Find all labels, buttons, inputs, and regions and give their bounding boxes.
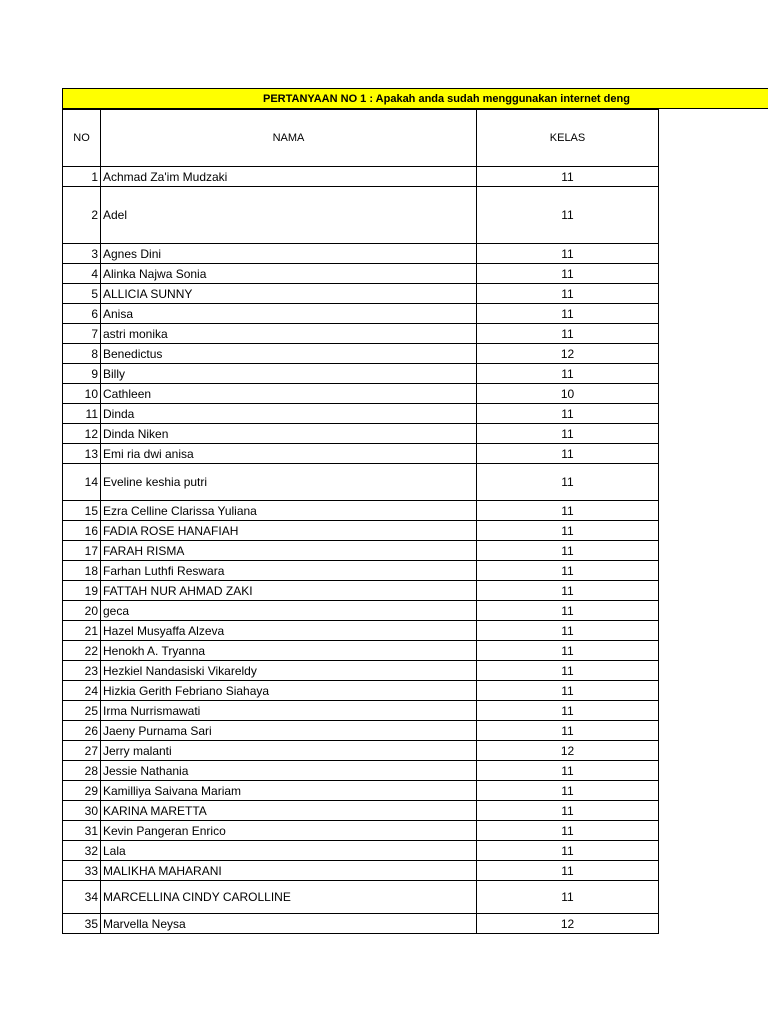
row-no-cell: 24 — [63, 681, 101, 701]
row-kelas-cell: 11 — [477, 264, 659, 284]
table-row — [63, 464, 659, 501]
row-nama-cell: Hezkiel Nandasiski Vikareldy — [101, 661, 477, 681]
row-nama-cell: Irma Nurrismawati — [101, 701, 477, 721]
row-no-cell: 6 — [63, 304, 101, 324]
row-no-cell: 20 — [63, 601, 101, 621]
table-row — [63, 661, 659, 681]
row-kelas-cell: 11 — [477, 601, 659, 621]
row-kelas-cell: 11 — [477, 364, 659, 384]
row-no-cell: 28 — [63, 761, 101, 781]
row-nama-cell: FARAH RISMA — [101, 541, 477, 561]
row-kelas-cell: 11 — [477, 821, 659, 841]
row-no-cell: 15 — [63, 501, 101, 521]
row-kelas-cell: 11 — [477, 167, 659, 187]
table-row — [63, 681, 659, 701]
row-no-cell: 29 — [63, 781, 101, 801]
table-row — [63, 761, 659, 781]
table-row — [63, 167, 659, 187]
row-nama-cell: Emi ria dwi anisa — [101, 444, 477, 464]
table-row — [63, 541, 659, 561]
row-no-cell: 25 — [63, 701, 101, 721]
row-nama-cell: Ezra Celline Clarissa Yuliana — [101, 501, 477, 521]
row-kelas-cell: 11 — [477, 444, 659, 464]
row-kelas-cell: 11 — [477, 324, 659, 344]
table-row — [63, 641, 659, 661]
row-kelas-cell: 11 — [477, 661, 659, 681]
table-row — [63, 801, 659, 821]
table-row — [63, 187, 659, 244]
header-kelas: KELAS — [477, 110, 659, 167]
row-no-cell: 17 — [63, 541, 101, 561]
table-row — [63, 881, 659, 914]
table-row — [63, 701, 659, 721]
row-no-cell: 1 — [63, 167, 101, 187]
row-nama-cell: Benedictus — [101, 344, 477, 364]
row-no-cell: 31 — [63, 821, 101, 841]
row-no-cell: 13 — [63, 444, 101, 464]
table-row — [63, 821, 659, 841]
row-kelas-cell: 11 — [477, 561, 659, 581]
row-nama-cell: Henokh A. Tryanna — [101, 641, 477, 661]
row-nama-cell: astri monika — [101, 324, 477, 344]
row-nama-cell: Dinda — [101, 404, 477, 424]
row-nama-cell: Cathleen — [101, 384, 477, 404]
row-nama-cell: Agnes Dini — [101, 244, 477, 264]
row-no-cell: 30 — [63, 801, 101, 821]
row-no-cell: 5 — [63, 284, 101, 304]
header-no: NO — [63, 110, 101, 167]
row-no-cell: 3 — [63, 244, 101, 264]
table-row — [63, 284, 659, 304]
row-nama-cell: ALLICIA SUNNY — [101, 284, 477, 304]
row-kelas-cell: 12 — [477, 741, 659, 761]
table-row — [63, 324, 659, 344]
table-row — [63, 384, 659, 404]
row-nama-cell: Alinka Najwa Sonia — [101, 264, 477, 284]
header-row — [63, 110, 659, 167]
table-row — [63, 244, 659, 264]
table-row — [63, 721, 659, 741]
row-no-cell: 35 — [63, 914, 101, 934]
row-nama-cell: Billy — [101, 364, 477, 384]
row-no-cell: 11 — [63, 404, 101, 424]
table-row — [63, 861, 659, 881]
row-no-cell: 14 — [63, 464, 101, 501]
row-nama-cell: Eveline keshia putri — [101, 464, 477, 501]
row-no-cell: 32 — [63, 841, 101, 861]
table-row — [63, 841, 659, 861]
row-nama-cell: KARINA MARETTA — [101, 801, 477, 821]
row-kelas-cell: 11 — [477, 721, 659, 741]
row-no-cell: 21 — [63, 621, 101, 641]
row-kelas-cell: 11 — [477, 244, 659, 264]
row-nama-cell: MALIKHA MAHARANI — [101, 861, 477, 881]
row-kelas-cell: 11 — [477, 424, 659, 444]
student-table — [62, 109, 659, 934]
row-nama-cell: Kamilliya Saivana Mariam — [101, 781, 477, 801]
row-kelas-cell: 11 — [477, 701, 659, 721]
table-row — [63, 601, 659, 621]
question-title: PERTANYAAN NO 1 : Apakah anda sudah menggunakan internet deng — [62, 88, 768, 109]
table-row — [63, 521, 659, 541]
table-row — [63, 741, 659, 761]
row-no-cell: 19 — [63, 581, 101, 601]
row-nama-cell: FATTAH NUR AHMAD ZAKI — [101, 581, 477, 601]
table-row — [63, 404, 659, 424]
row-kelas-cell: 12 — [477, 914, 659, 934]
row-nama-cell: Jessie Nathania — [101, 761, 477, 781]
row-kelas-cell: 11 — [477, 541, 659, 561]
row-kelas-cell: 11 — [477, 521, 659, 541]
row-nama-cell: MARCELLINA CINDY CAROLLINE — [101, 881, 477, 914]
row-kelas-cell: 12 — [477, 344, 659, 364]
table-row — [63, 344, 659, 364]
row-nama-cell: Adel — [101, 187, 477, 244]
table-row — [63, 444, 659, 464]
row-no-cell: 8 — [63, 344, 101, 364]
row-no-cell: 34 — [63, 881, 101, 914]
row-no-cell: 26 — [63, 721, 101, 741]
row-nama-cell: Hazel Musyaffa Alzeva — [101, 621, 477, 641]
row-kelas-cell: 10 — [477, 384, 659, 404]
row-no-cell: 9 — [63, 364, 101, 384]
row-kelas-cell: 11 — [477, 801, 659, 821]
table-row — [63, 501, 659, 521]
row-nama-cell: Dinda Niken — [101, 424, 477, 444]
table-row — [63, 621, 659, 641]
row-nama-cell: Anisa — [101, 304, 477, 324]
row-nama-cell: Jaeny Purnama Sari — [101, 721, 477, 741]
row-no-cell: 2 — [63, 187, 101, 244]
table-row — [63, 424, 659, 444]
row-nama-cell: Farhan Luthfi Reswara — [101, 561, 477, 581]
row-kelas-cell: 11 — [477, 464, 659, 501]
row-kelas-cell: 11 — [477, 404, 659, 424]
row-kelas-cell: 11 — [477, 187, 659, 244]
row-kelas-cell: 11 — [477, 681, 659, 701]
row-kelas-cell: 11 — [477, 841, 659, 861]
table-row — [63, 264, 659, 284]
row-nama-cell: FADIA ROSE HANAFIAH — [101, 521, 477, 541]
row-nama-cell: Lala — [101, 841, 477, 861]
row-no-cell: 33 — [63, 861, 101, 881]
table-row — [63, 781, 659, 801]
table-row — [63, 561, 659, 581]
row-nama-cell: geca — [101, 601, 477, 621]
row-kelas-cell: 11 — [477, 621, 659, 641]
row-kelas-cell: 11 — [477, 881, 659, 914]
table-row — [63, 364, 659, 384]
row-kelas-cell: 11 — [477, 641, 659, 661]
row-kelas-cell: 11 — [477, 304, 659, 324]
row-kelas-cell: 11 — [477, 781, 659, 801]
row-nama-cell: Jerry malanti — [101, 741, 477, 761]
row-nama-cell: Marvella Neysa — [101, 914, 477, 934]
row-kelas-cell: 11 — [477, 284, 659, 304]
table-row — [63, 304, 659, 324]
row-kelas-cell: 11 — [477, 861, 659, 881]
row-nama-cell: Hizkia Gerith Febriano Siahaya — [101, 681, 477, 701]
row-no-cell: 10 — [63, 384, 101, 404]
row-no-cell: 12 — [63, 424, 101, 444]
table-row — [63, 581, 659, 601]
header-nama: NAMA — [101, 110, 477, 167]
row-no-cell: 7 — [63, 324, 101, 344]
row-no-cell: 27 — [63, 741, 101, 761]
row-kelas-cell: 11 — [477, 761, 659, 781]
row-no-cell: 22 — [63, 641, 101, 661]
row-no-cell: 23 — [63, 661, 101, 681]
row-no-cell: 18 — [63, 561, 101, 581]
row-nama-cell: Kevin Pangeran Enrico — [101, 821, 477, 841]
row-no-cell: 4 — [63, 264, 101, 284]
row-kelas-cell: 11 — [477, 501, 659, 521]
row-no-cell: 16 — [63, 521, 101, 541]
row-nama-cell: Achmad Za'im Mudzaki — [101, 167, 477, 187]
row-kelas-cell: 11 — [477, 581, 659, 601]
spreadsheet — [62, 88, 768, 934]
table-row — [63, 914, 659, 934]
